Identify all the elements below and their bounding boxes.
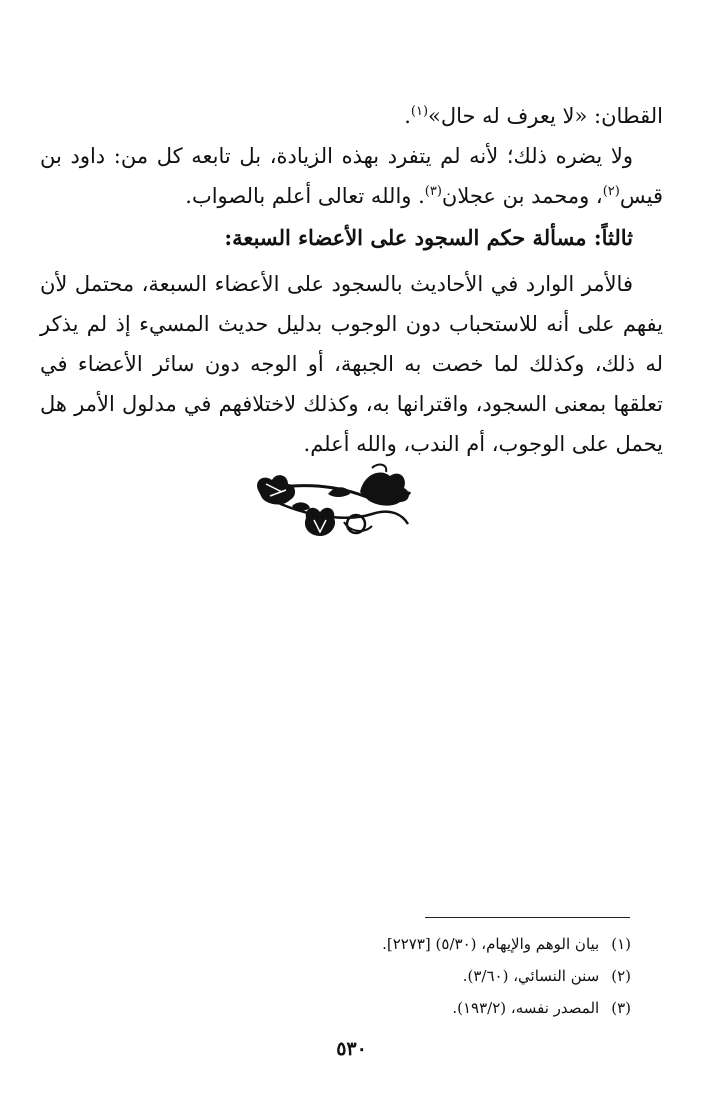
paragraph-1 [40,136,663,216]
footnote-divider [425,917,630,918]
footnotes [301,928,631,1024]
footnote-2 [301,960,631,992]
opening-line [40,96,663,136]
footnote-number: (١) [611,935,631,953]
footnote-1 [301,928,631,960]
paragraph-1-part-b: ، ومحمد بن عجلان [441,184,603,208]
quote-text: القطان: «لا يعرف له حال» [428,104,663,128]
footnote-ref-3: (٣) [424,184,442,199]
paragraph-2: فالأمر الوارد في الأحاديث بالسجود على الأعضاء السبعة، محتمل لأن يفهم على أنه للاستحباب دون الوجوب بدليل حديث المسيء إذ لم يذكر له ذلك، وكذلك لما خصت به الجبهة، أو الوجه دون سائر الأعضاء في تعلقها بمعنى السجود، واقترانها به، وكذلك لاختلافهم في مدلول الأمر هل يحمل على الوجوب، أم الندب، والله أعلم. [40,272,663,456]
floral-ornament-icon [252,462,417,550]
line-end: . [404,104,411,128]
footnote-text: سنن النسائي، (٣/٦٠). [462,967,600,985]
paragraph-1-part-c: . والله تعالى أعلم بالصواب. [185,184,425,208]
footnote-text: بيان الوهم والإيهام، (٥/٣٠) [٢٢٧٣]. [382,935,600,953]
paragraph-1-part-a: ولا يضره ذلك؛ لأنه لم يتفرد بهذه الزيادة، بل تابعه كل من: داود بن قيس [40,144,663,208]
footnote-ref-2: (٢) [602,184,620,199]
footnote-text: المصدر نفسه، (١٩٣/٢). [452,999,600,1017]
main-text [40,96,663,464]
page-number: ٥٣٠ [336,1038,367,1060]
footnote-number: (٢) [611,967,631,985]
section-heading: ثالثاً: مسألة حكم السجود على الأعضاء السبعة: [224,225,633,250]
footnote-3 [301,992,631,1024]
footnote-ref-1: (١) [410,104,429,119]
footnote-number: (٣) [611,999,631,1017]
